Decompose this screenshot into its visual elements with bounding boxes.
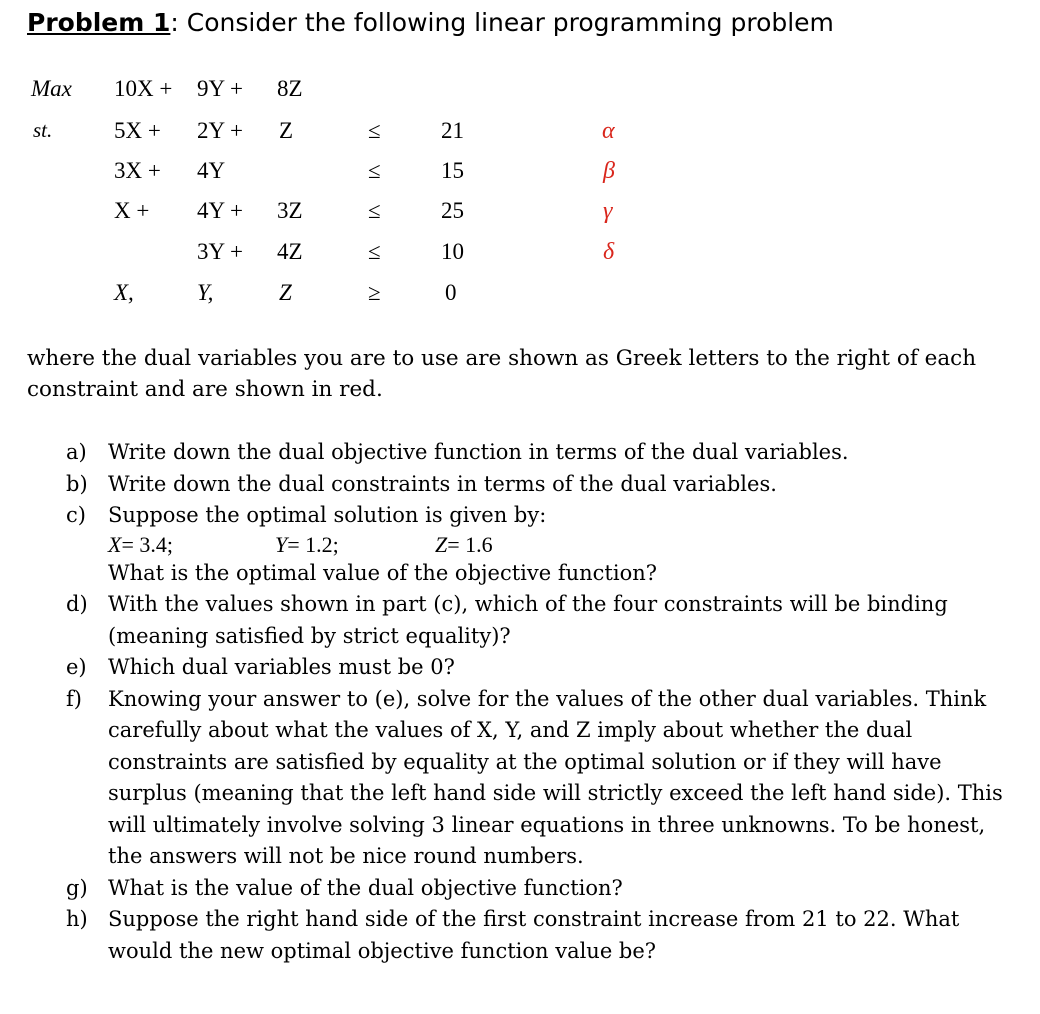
question-e xyxy=(66,652,1026,684)
optimal-solution xyxy=(108,532,1026,558)
c3-y-term: 4Y + xyxy=(197,198,243,223)
c3-z-term: 3Z xyxy=(277,198,303,223)
nonneg-relation: ≥ xyxy=(368,280,381,305)
c4-rhs: 10 xyxy=(441,239,464,264)
c4-y-term: 3Y + xyxy=(197,239,243,264)
question-c xyxy=(66,500,1026,589)
c2-y-term: 4Y xyxy=(197,158,226,183)
question-label: c) xyxy=(66,503,86,527)
nonneg-y: Y, xyxy=(197,280,214,305)
c2-relation: ≤ xyxy=(368,158,381,183)
question-label: g) xyxy=(66,875,88,900)
c2-x-term: 3X + xyxy=(114,158,161,183)
question-label: h) xyxy=(66,907,88,931)
question-text: Write down the dual constraints in terms of the dual variables. xyxy=(108,471,777,496)
problem-statement: : Consider the following linear programming problem xyxy=(170,8,834,37)
solution-x-var: X xyxy=(108,531,122,557)
c3-rhs: 25 xyxy=(441,198,464,223)
intro-paragraph xyxy=(27,343,1017,405)
c4-relation: ≤ xyxy=(368,239,381,264)
objective-z-term: 8Z xyxy=(277,76,303,101)
question-text: Suppose the right hand side of the first constraint increase from 21 to 22. What would the new optimal objective function value be? xyxy=(108,907,960,963)
question-text: Suppose the optimal solution is given by: xyxy=(108,503,547,527)
c3-x-term: X + xyxy=(114,198,150,223)
objective-y-term: 9Y + xyxy=(197,76,243,101)
objective-label: Max xyxy=(31,76,72,101)
question-text: Write down the dual objective function in terms of the dual variables. xyxy=(108,440,849,464)
question-text: What is the value of the dual objective function? xyxy=(108,875,623,900)
c2-rhs: 15 xyxy=(441,158,464,183)
question-text: Knowing your answer to (e), solve for the values of the other dual variables. Think carefully about what the values of X, Y, and Z imply about whether the dual constraints are satisfied by equality at the optimal solution or if they will have surplus (meaning that the left hand side will strictly exceed the left hand side). This will ultimately involve solving 3 linear equations in three unknowns. To be honest, the answers will not be nice round numbers. xyxy=(108,686,1003,868)
question-a xyxy=(66,437,1026,469)
nonneg-x: X, xyxy=(114,280,134,305)
c2-dual-beta: β xyxy=(603,158,615,184)
c1-z-term: Z xyxy=(279,118,294,143)
c3-relation: ≤ xyxy=(368,198,381,223)
c1-relation: ≤ xyxy=(368,118,381,143)
objective-x-term: 10X + xyxy=(114,76,173,101)
question-followup: What is the optimal value of the objective function? xyxy=(108,560,658,585)
question-label: f) xyxy=(66,686,82,711)
intro-text: where the dual variables you are to use are shown as Greek letters to the right of each constraint and are shown in red. xyxy=(27,346,977,402)
nonneg-z: Z xyxy=(279,280,292,305)
lp-formulation xyxy=(0,0,700,320)
c1-rhs: 21 xyxy=(441,118,464,143)
solution-z-var: Z xyxy=(435,531,448,557)
c3-dual-gamma: γ xyxy=(603,198,613,224)
c1-dual-alpha: α xyxy=(602,118,615,144)
c1-x-term: 5X + xyxy=(114,118,161,143)
question-text: With the values shown in part (c), which of the four constraints will be binding (meaning satisfied by strict equality)? xyxy=(108,592,948,648)
nonneg-rhs: 0 xyxy=(445,280,457,305)
question-d xyxy=(66,589,1026,652)
question-g xyxy=(66,873,1026,905)
question-label: a) xyxy=(66,440,87,464)
subject-to-label: st. xyxy=(33,118,53,142)
solution-z-value: = 1.6 xyxy=(447,531,493,557)
solution-y-value: = 1.2; xyxy=(287,531,339,557)
question-text: Which dual variables must be 0? xyxy=(108,655,455,679)
solution-y-var: Y xyxy=(275,531,288,557)
question-b xyxy=(66,469,1026,501)
question-label: b) xyxy=(66,471,88,496)
question-list xyxy=(66,437,1026,967)
solution-x-value: = 3.4; xyxy=(121,531,173,557)
c1-y-term: 2Y + xyxy=(197,118,243,143)
c4-dual-delta: δ xyxy=(603,239,615,265)
question-f xyxy=(66,684,1026,873)
problem-number: Problem 1 xyxy=(27,8,171,37)
question-label: d) xyxy=(66,592,88,616)
question-label: e) xyxy=(66,655,87,679)
c4-z-term: 4Z xyxy=(277,239,303,264)
question-h xyxy=(66,904,1026,967)
